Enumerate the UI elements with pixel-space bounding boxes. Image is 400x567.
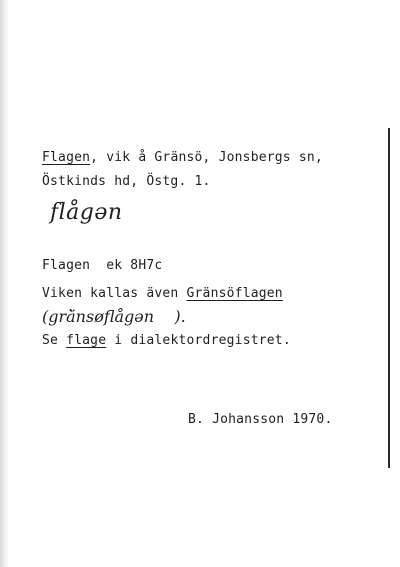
handwritten-pronunciation: flågən: [50, 200, 123, 225]
map-reference-line: Flagen ek 8H7c: [42, 258, 163, 273]
entry-line-2: Östkinds hd, Östg. 1.: [42, 174, 211, 189]
card-right-edge: [388, 128, 390, 468]
cross-reference-line: [42, 333, 291, 349]
card-left-edge: [0, 0, 9, 567]
variant-name-prefix: Viken kallas även: [42, 286, 187, 301]
handwritten-variant-pronunciation: (grä̀nsøflågən ).: [42, 307, 186, 326]
headword: Flagen: [42, 150, 91, 165]
entry-line-1-rest: , vik å Gränsö, Jonsbergs sn,: [90, 150, 323, 165]
variant-name: Gränsöflagen: [186, 286, 283, 301]
signature: B. Johansson 1970.: [188, 412, 333, 427]
cross-reference-prefix: Se: [42, 333, 67, 348]
cross-reference-word: flage: [66, 333, 107, 348]
entry-line-1: [42, 150, 323, 166]
variant-name-line: [42, 286, 283, 302]
cross-reference-suffix: i dialektordregistret.: [106, 333, 291, 348]
